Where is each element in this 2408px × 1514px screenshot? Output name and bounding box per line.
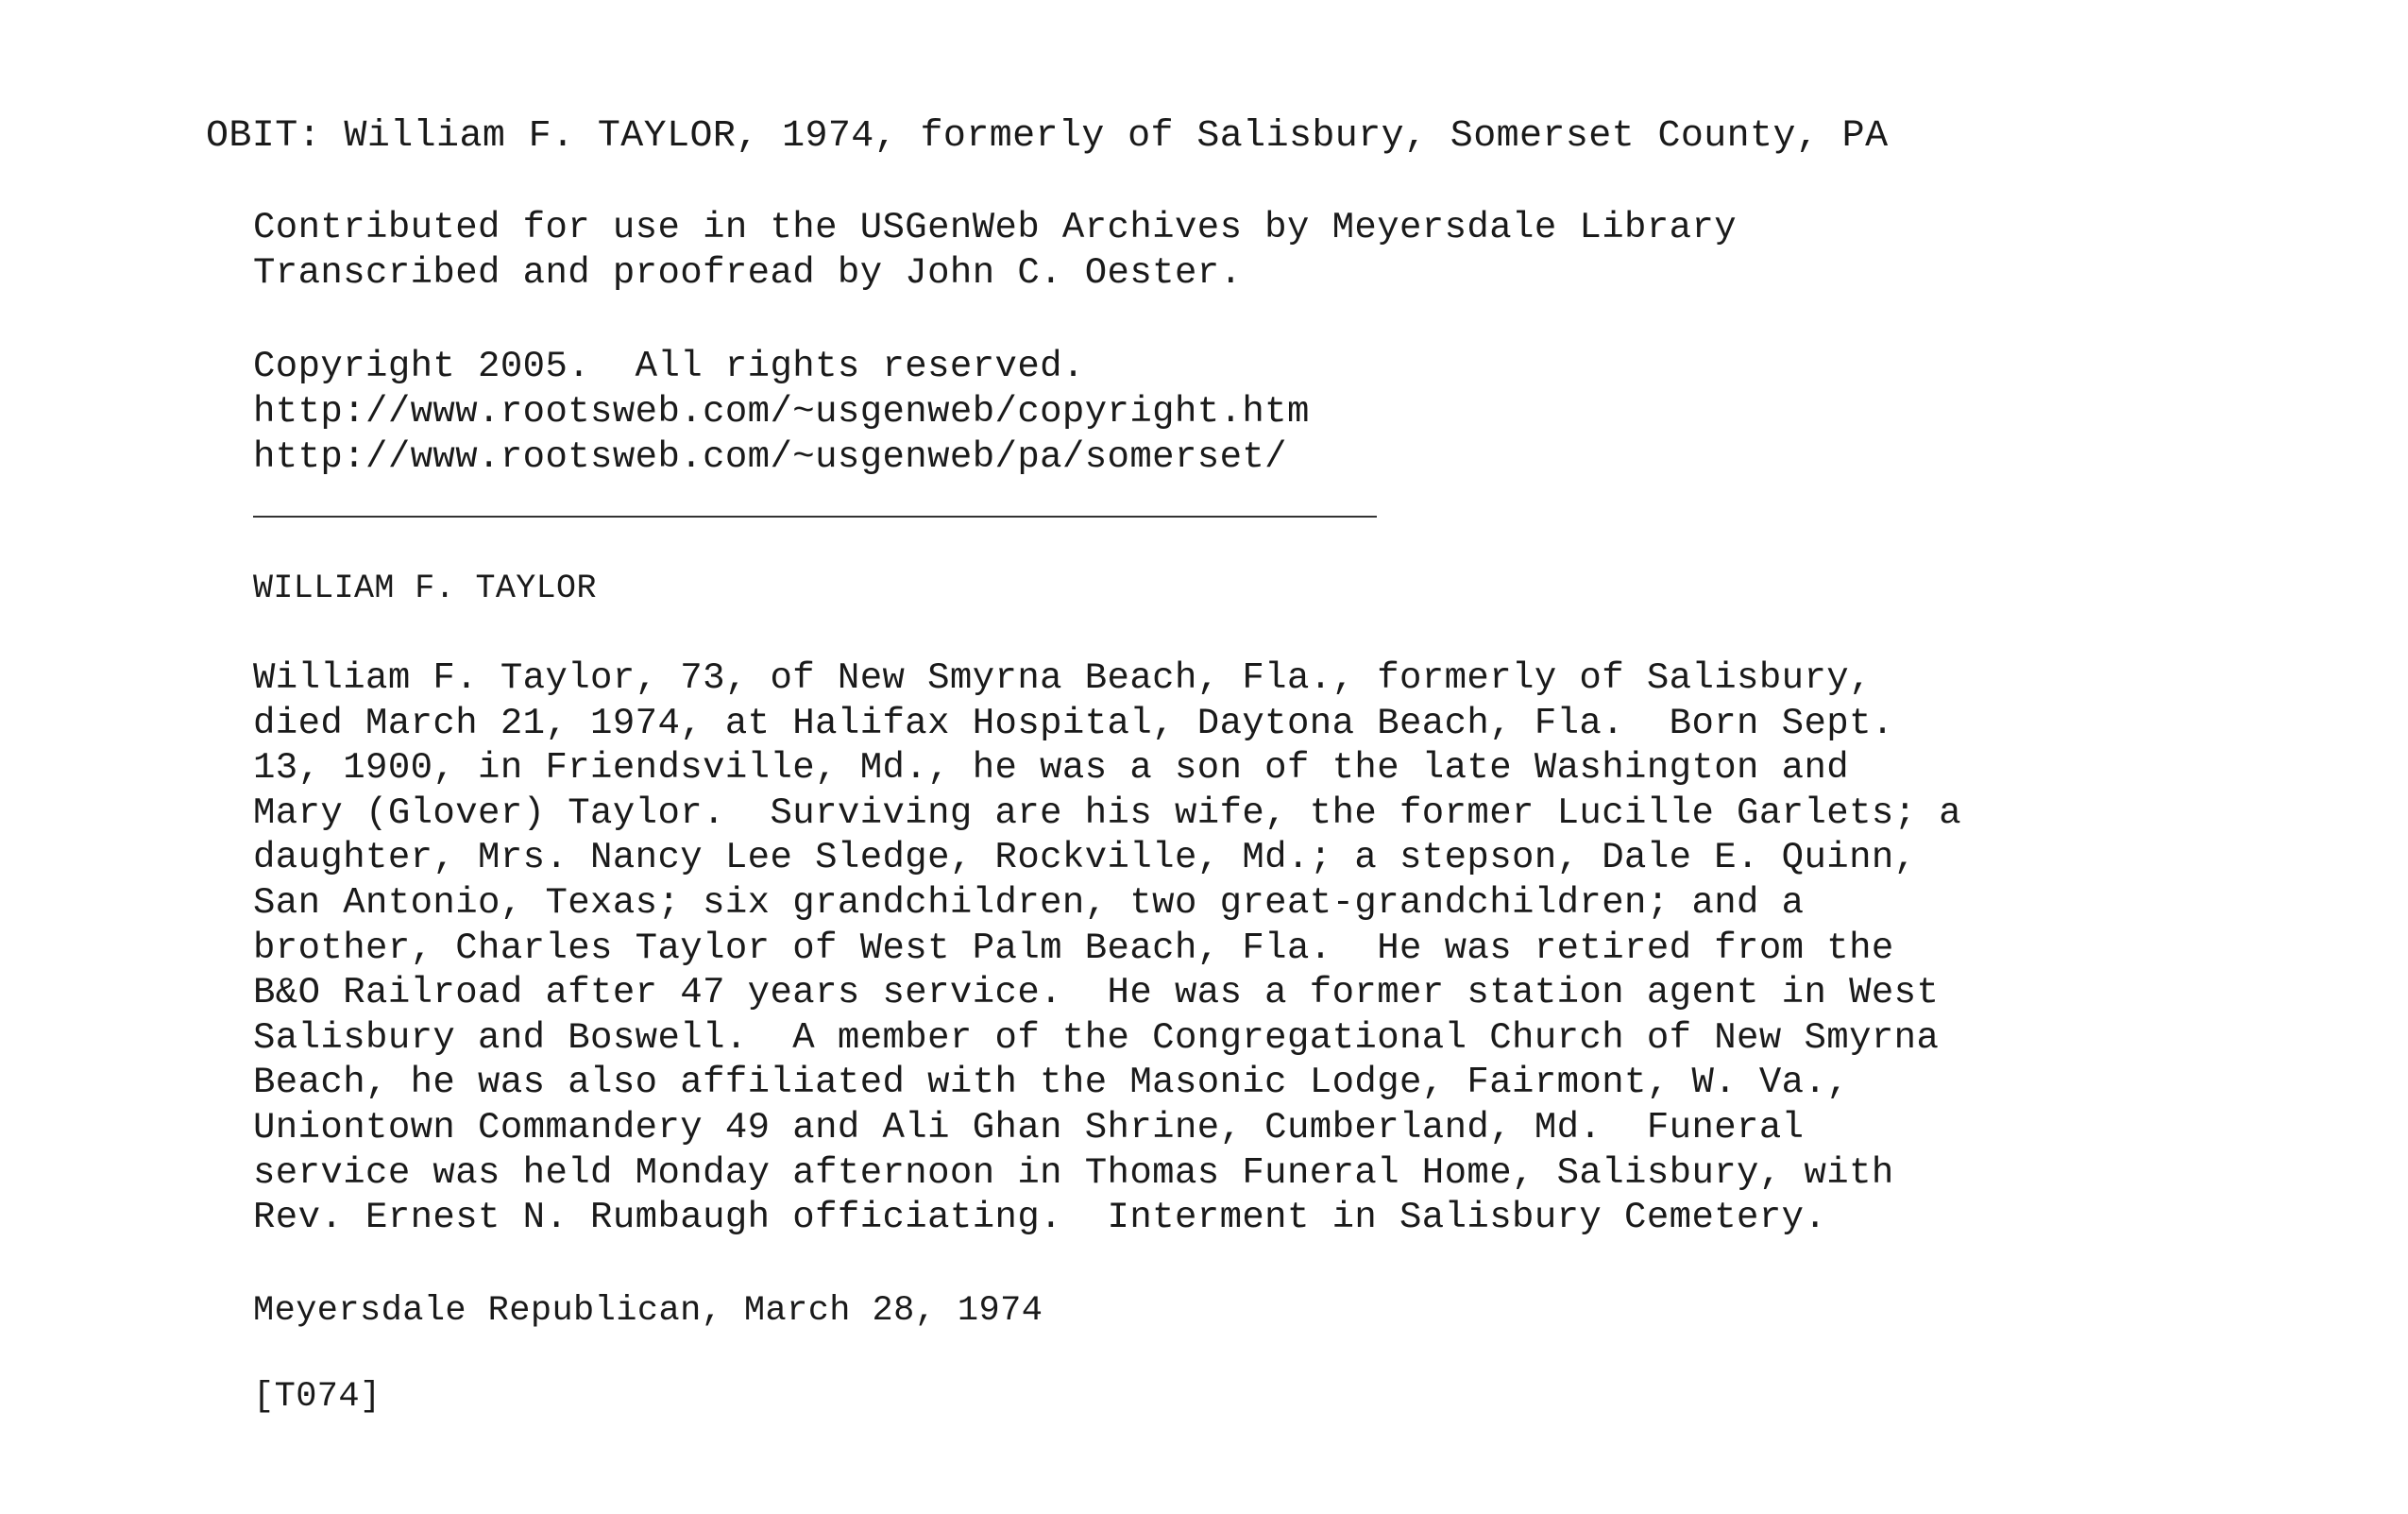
obituary-line: San Antonio, Texas; six grandchildren, two great-grandchildren; and a xyxy=(253,881,1805,924)
obituary-line: Mary (Glover) Taylor. Surviving are his wife, the former Lucille Garlets; a xyxy=(253,791,1962,834)
reference-code: [T074] xyxy=(253,1377,382,1417)
page-title: OBIT: William F. TAYLOR, 1974, formerly of Salisbury, Somerset County, PA xyxy=(206,115,1889,158)
obituary-line: brother, Charles Taylor of West Palm Beach, Fla. He was retired from the xyxy=(253,927,1894,969)
somerset-link[interactable]: http://www.rootsweb.com/~usgenweb/pa/somerset/ xyxy=(253,436,1287,478)
obituary-line: 13, 1900, in Friendsville, Md., he was a son of the late Washington and xyxy=(253,747,1850,790)
copyright-block xyxy=(253,344,1310,480)
divider xyxy=(253,516,1377,518)
obituary-heading: WILLIAM F. TAYLOR xyxy=(253,570,597,607)
obituary-line: Uniontown Commandery 49 and Ali Ghan Shrine, Cumberland, Md. Funeral xyxy=(253,1106,1805,1148)
contributed-line: Contributed for use in the USGenWeb Archives by Meyersdale Library xyxy=(253,207,1738,248)
obituary-line: B&O Railroad after 47 years service. He was a former station agent in West xyxy=(253,972,1940,1014)
obituary-body xyxy=(253,656,2142,1241)
copyright-notice: Copyright 2005. All rights reserved. xyxy=(253,346,1085,387)
credits-block xyxy=(253,205,1737,296)
obituary-line: Beach, he was also affiliated with the Masonic Lodge, Fairmont, W. Va., xyxy=(253,1062,1850,1104)
obituary-line: Salisbury and Boswell. A member of the Congregational Church of New Smyrna xyxy=(253,1016,1940,1059)
source-citation: Meyersdale Republican, March 28, 1974 xyxy=(253,1291,1043,1331)
obituary-line: service was held Monday afternoon in Thomas Funeral Home, Salisbury, with xyxy=(253,1151,1894,1194)
copyright-link[interactable]: http://www.rootsweb.com/~usgenweb/copyright.htm xyxy=(253,391,1310,433)
obituary-line: William F. Taylor, 73, of New Smyrna Beach, Fla., formerly of Salisbury, xyxy=(253,657,1872,699)
obituary-line: Rev. Ernest N. Rumbaugh officiating. Interment in Salisbury Cemetery. xyxy=(253,1197,1827,1239)
transcribed-line: Transcribed and proofread by John C. Oester. xyxy=(253,252,1243,294)
obituary-line: died March 21, 1974, at Halifax Hospital, Daytona Beach, Fla. Born Sept. xyxy=(253,702,1894,744)
obituary-line: daughter, Mrs. Nancy Lee Sledge, Rockville, Md.; a stepson, Dale E. Quinn, xyxy=(253,837,1917,879)
